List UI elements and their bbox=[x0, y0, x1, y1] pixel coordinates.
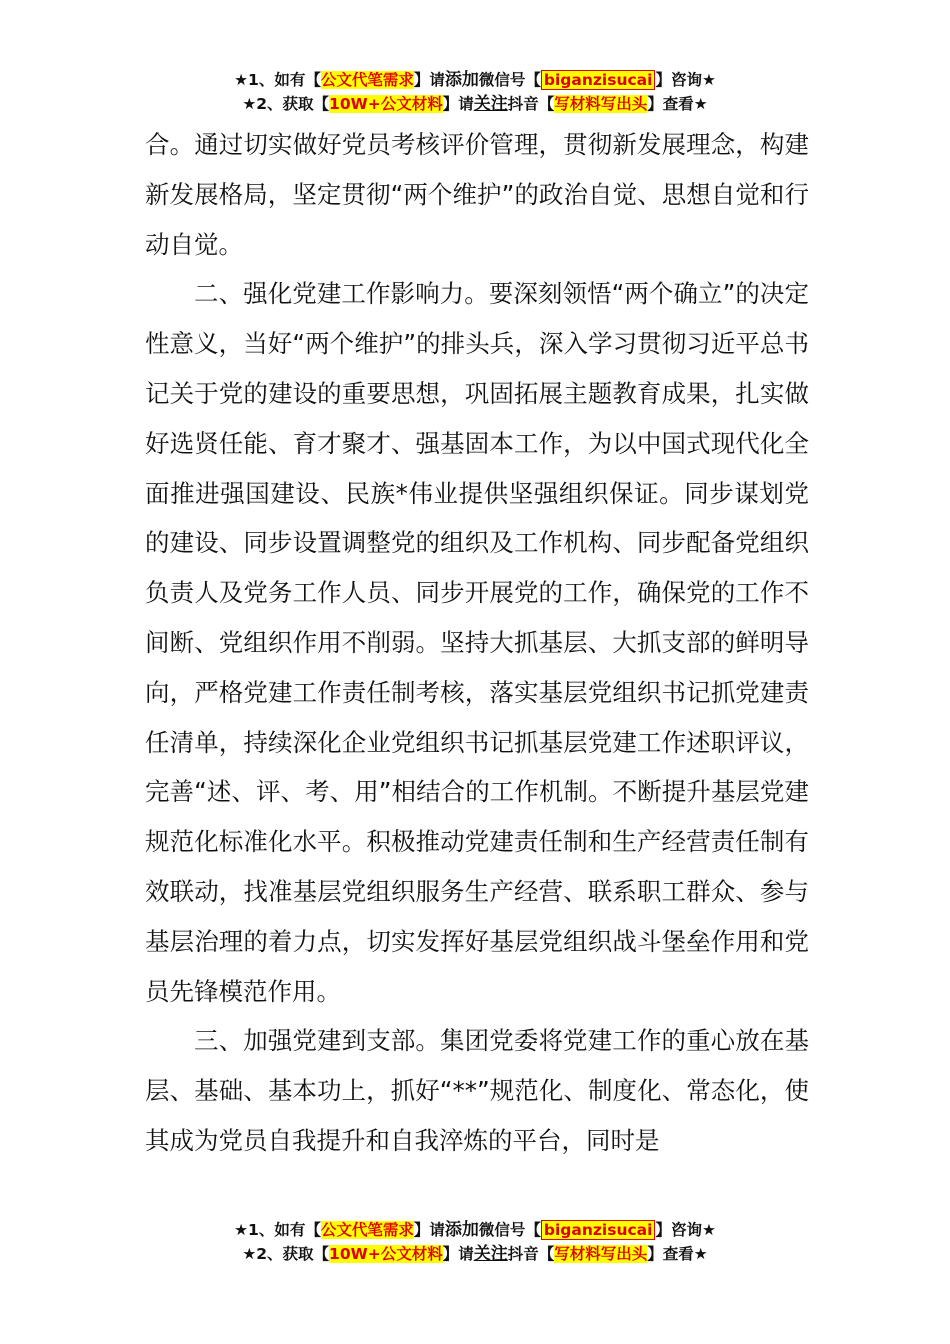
header-banner bbox=[0, 68, 950, 116]
footer-banner bbox=[0, 1218, 950, 1266]
banner-line-2: ★2、获取【10W+公文材料】请关注抖音【写材料写出头】查看★ bbox=[242, 1244, 708, 1264]
banner-line-2: ★2、获取【10W+公文材料】请关注抖音【写材料写出头】查看★ bbox=[242, 94, 708, 114]
banner-line-1: ★1、如有【公文代笔需求】请添加微信号【 biganzisucai 】咨询★ bbox=[234, 1220, 716, 1240]
document-body bbox=[145, 120, 809, 1166]
highlight-douyin: 写材料写出头 bbox=[554, 1245, 648, 1263]
highlight-service: 公文代笔需求 bbox=[320, 71, 414, 89]
star-icon: ★ bbox=[242, 1245, 257, 1263]
highlight-materials: 10W+公文材料 bbox=[329, 95, 443, 113]
paragraph-section-3: 三、加强党建到支部。集团党委将党建工作的重心放在基层、基础、基本功上，抓好“**”规范化、制度化、常态化，使其成为党员自我提升和自我淬炼的平台，同时是 bbox=[145, 1026, 809, 1155]
star-icon: ★ bbox=[242, 95, 257, 113]
highlight-wechat-id: biganzisucai bbox=[541, 70, 656, 90]
banner-line-1: ★1、如有【公文代笔需求】请添加微信号【 biganzisucai 】咨询★ bbox=[234, 70, 716, 90]
highlight-materials: 10W+公文材料 bbox=[329, 1245, 443, 1263]
star-icon: ★ bbox=[234, 71, 249, 89]
paragraph-continued: 合。通过切实做好党员考核评价管理，贯彻新发展理念，构建新发展格局，坚定贯彻“两个维护”的政治自觉、思想自觉和行动自觉。 bbox=[145, 130, 809, 259]
highlight-service: 公文代笔需求 bbox=[320, 1221, 414, 1239]
highlight-douyin: 写材料写出头 bbox=[554, 95, 648, 113]
highlight-wechat-id: biganzisucai bbox=[541, 1220, 656, 1240]
star-icon: ★ bbox=[234, 1221, 249, 1239]
paragraph-section-2: 二、强化党建工作影响力。要深刻领悟“两个确立”的决定性意义，当好“两个维护”的排头兵，深入学习贯彻习近平总书记关于党的建设的重要思想，巩固拓展主题教育成果，扎实做好选贤任能、育才聚才、强基固本工作，为以中国式现代化全面推进强国建设、民族*伟业提供坚强组织保证。同步谋划党的建设、同步设置调整党的组织及工作机构、同步配备党组织负责人及党务工作人员、同步开展党的工作，确保党的工作不间断、党组织作用不削弱。坚持大抓基层、大抓支部的鲜明导向，严格党建工作责任制考核，落实基层党组织书记抓党建责任清单，持续深化企业党组织书记抓基层党建工作述职评议，完善“述、评、考、用”相结合的工作机制。不断提升基层党建规范化标准化水平。积极推动党建责任制和生产经营责任制有效联动，找准基层党组织服务生产经营、联系职工群众、参与基层治理的着力点，切实发挥好基层党组织战斗堡垒作用和党员先锋模范作用。 bbox=[145, 279, 809, 1006]
